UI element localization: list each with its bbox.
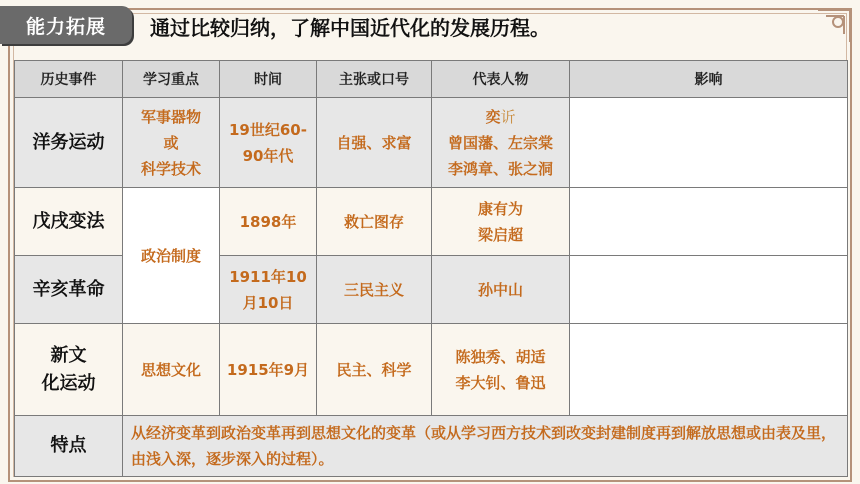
event-cell: 洋务运动 — [15, 98, 123, 188]
column-header: 代表人物 — [432, 61, 570, 98]
event-cell: 戊戌变法 — [15, 188, 123, 256]
corner-ornament-icon — [804, 8, 852, 56]
people-line: 陈独秀、胡适 — [455, 347, 546, 366]
people-cell — [432, 98, 570, 188]
focus-line: 科学技术 — [140, 159, 201, 178]
focus-cell — [123, 98, 220, 188]
slogan-cell: 救亡图存 — [317, 188, 432, 256]
page-heading: 通过比较归纳，了解中国近代化的发展历程。 — [150, 16, 550, 40]
focus-cell: 思想文化 — [123, 324, 220, 416]
people-line: 李大钊、鲁迅 — [455, 373, 546, 392]
feature-label: 特点 — [15, 416, 123, 477]
time-cell: 1898年 — [220, 188, 317, 256]
column-header: 历史事件 — [15, 61, 123, 98]
time-cell — [220, 98, 317, 188]
column-header: 时间 — [220, 61, 317, 98]
focus-line: 军事器物 — [140, 107, 201, 126]
time-line: 90年代 — [242, 146, 294, 165]
time-cell — [220, 256, 317, 324]
event-line: 化运动 — [41, 372, 96, 394]
influence-cell[interactable] — [570, 324, 848, 416]
focus-cell: 政治制度 — [123, 188, 220, 324]
people-cell — [432, 188, 570, 256]
people-cell: 孙中山 — [432, 256, 570, 324]
slogan-cell: 三民主义 — [317, 256, 432, 324]
time-cell: 1915年9月 — [220, 324, 317, 416]
people-line: 曾国藩、左宗棠 — [447, 133, 553, 152]
time-line: 月10日 — [242, 293, 294, 312]
time-line: 19世纪60- — [229, 120, 307, 139]
table-row — [15, 188, 848, 256]
table-header-row — [15, 61, 848, 98]
table-row — [15, 98, 848, 188]
event-cell: 辛亥革命 — [15, 256, 123, 324]
people-line — [432, 104, 569, 130]
people-line: 李鸿章、张之洞 — [447, 159, 553, 178]
people-line: 康有为 — [477, 199, 523, 218]
influence-cell[interactable] — [570, 98, 848, 188]
slogan-cell: 民主、科学 — [317, 324, 432, 416]
section-badge: 能力拓展 — [0, 6, 132, 44]
event-cell — [15, 324, 123, 416]
influence-cell[interactable] — [570, 188, 848, 256]
event-line: 新文 — [50, 344, 87, 366]
people-cell — [432, 324, 570, 416]
column-header: 影响 — [570, 61, 848, 98]
people-line: 梁启超 — [477, 225, 523, 244]
influence-cell[interactable] — [570, 256, 848, 324]
people-name: 奕 — [485, 107, 501, 126]
people-name-suffix: 䜣 — [500, 107, 516, 126]
column-header: 主张或口号 — [317, 61, 432, 98]
table-row — [15, 324, 848, 416]
slogan-cell: 自强、求富 — [317, 98, 432, 188]
column-header: 学习重点 — [123, 61, 220, 98]
comparison-table — [14, 60, 848, 477]
time-line: 1911年10 — [229, 267, 307, 286]
feature-text: 从经济变革到政治变革再到思想文化的变革（或从学习西方技术到改变封建制度再到解放思想或由表及里，由浅入深，逐步深入的过程）。 — [123, 416, 848, 477]
feature-row — [15, 416, 848, 477]
focus-line: 或 — [163, 133, 179, 152]
